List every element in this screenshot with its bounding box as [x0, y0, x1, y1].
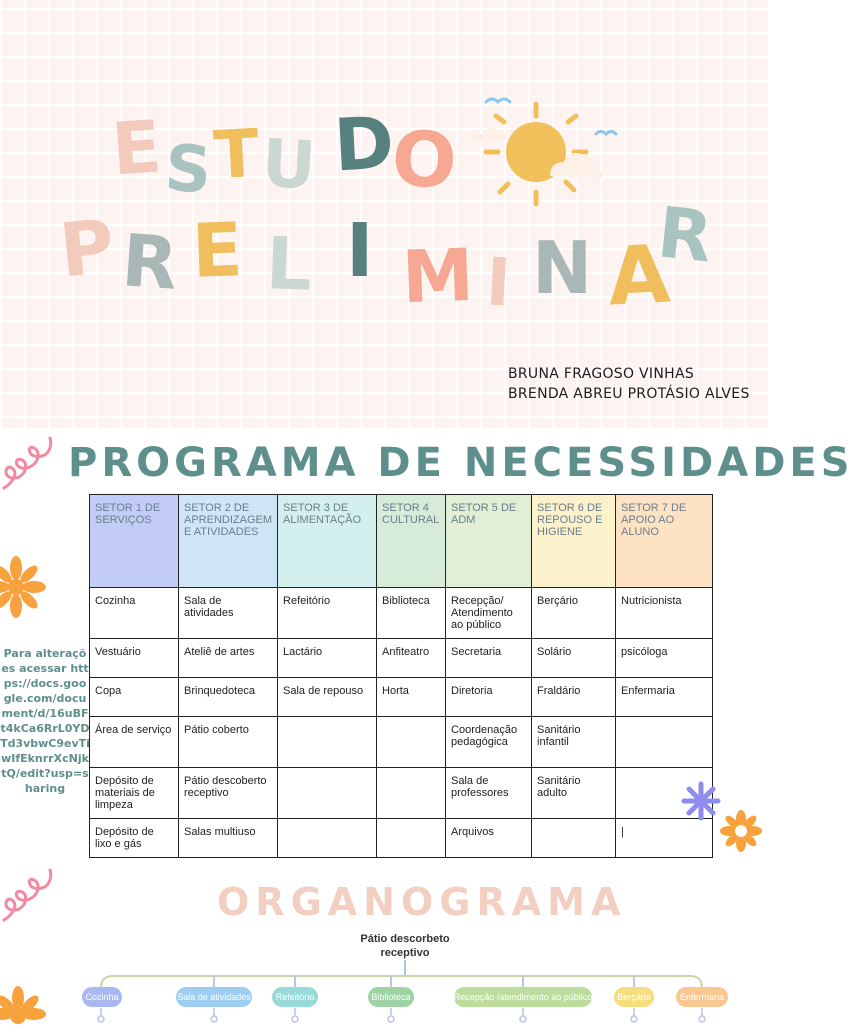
table-cell[interactable]: Área de serviço [90, 717, 179, 768]
table-row [90, 717, 713, 768]
sector-header: SETOR 6 DE REPOUSO E HIGIENE [532, 495, 616, 588]
table-cell[interactable]: Arquivos [446, 819, 532, 858]
title-letter: R [653, 191, 717, 279]
table-cell[interactable]: Lactário [278, 639, 377, 678]
table-cell[interactable]: | [616, 819, 713, 858]
table-cell[interactable]: Secretaria [446, 639, 532, 678]
table-row [90, 678, 713, 717]
table-cell[interactable]: Enfermaria [616, 678, 713, 717]
table-cell[interactable] [377, 717, 446, 768]
title-letter: A [605, 227, 673, 324]
table-cell[interactable]: Biblioteca [377, 588, 446, 639]
table-row [90, 588, 713, 639]
table-cell[interactable]: Solário [532, 639, 616, 678]
sector-header: SETOR 1 DE SERVIÇOS [90, 495, 179, 588]
title-letter: R [119, 218, 181, 306]
orange-flower-small-icon [720, 810, 762, 852]
table-row [90, 768, 713, 819]
organogram-node: Refeitório [272, 987, 318, 1007]
organogram-node: Sala de atividades [176, 987, 252, 1007]
table-cell[interactable]: Salas multiuso [179, 819, 278, 858]
organogram-title: ORGANOGRAMA [217, 880, 627, 924]
table-cell[interactable] [278, 819, 377, 858]
author-name: BRENDA ABREU PROTÁSIO ALVES [508, 386, 750, 402]
organogram-root: Pátio descorbeto receptivo [360, 933, 450, 959]
sector-header: SETOR 5 DE ADM [446, 495, 532, 588]
program-title: PROGRAMA DE NECESSIDADES [68, 440, 854, 486]
sector-header: SETOR 4 CULTURAL [377, 495, 446, 588]
table-cell[interactable]: Berçário [532, 588, 616, 639]
swirl-icon [0, 864, 60, 926]
flower-icon [0, 556, 48, 618]
title-letter: E [109, 104, 165, 192]
table-cell[interactable]: Refeitório [278, 588, 377, 639]
table-cell[interactable]: Cozinha [90, 588, 179, 639]
table-cell[interactable]: Vestuário [90, 639, 179, 678]
table-cell[interactable]: psicóloga [616, 639, 713, 678]
title-letter: I [484, 243, 513, 322]
cover-header [0, 0, 768, 428]
title-letter: D [331, 100, 396, 188]
title-letter: I [346, 208, 374, 294]
table-cell[interactable]: Copa [90, 678, 179, 717]
table-body [90, 588, 713, 858]
table-cell[interactable]: Depósito de materiais de limpeza [90, 768, 179, 819]
table-cell[interactable]: Sanitário infantil [532, 717, 616, 768]
swirl-icon [0, 432, 60, 494]
table-cell[interactable]: Ateliê de artes [179, 639, 278, 678]
table-cell[interactable]: Sala de professores [446, 768, 532, 819]
title-letter: M [400, 232, 476, 320]
title-letter: U [260, 124, 318, 205]
table-cell[interactable]: Horta [377, 678, 446, 717]
purple-flower-icon [680, 780, 722, 822]
table-cell[interactable] [377, 768, 446, 819]
table-cell[interactable]: Nutricionista [616, 588, 713, 639]
table-cell[interactable]: Sanitário adulto [532, 768, 616, 819]
table-cell[interactable]: Pátio descoberto receptivo [179, 768, 278, 819]
table-cell[interactable]: Pátio coberto [179, 717, 278, 768]
table-cell[interactable]: Coordenação pedagógica [446, 717, 532, 768]
table-cell[interactable] [377, 819, 446, 858]
title-letter: E [190, 207, 245, 295]
table-row [90, 639, 713, 678]
authors [508, 366, 750, 406]
sector-header: SETOR 3 DE ALIMENTAÇÃO [278, 495, 377, 588]
title-letter: S [162, 131, 214, 209]
table-cell[interactable]: Recepção/ Atendimento ao público [446, 588, 532, 639]
table-cell[interactable]: Brinquedoteca [179, 678, 278, 717]
table-row [90, 819, 713, 858]
title-letter: T [211, 114, 261, 195]
organogram-node: Berçário [614, 987, 654, 1007]
sun-icon [468, 92, 618, 212]
table-cell[interactable] [278, 717, 377, 768]
organogram-node: Biblioteca [368, 987, 414, 1007]
organogram-node: Enfermaria [676, 987, 728, 1007]
table-cell[interactable] [616, 717, 713, 768]
table-cell[interactable]: Anfiteatro [377, 639, 446, 678]
table-cell[interactable]: Depósito de lixo e gás [90, 819, 179, 858]
table-cell[interactable]: Sala de repouso [278, 678, 377, 717]
author-name: BRUNA FRAGOSO VINHAS [508, 366, 695, 382]
table-header-row [90, 495, 713, 588]
title-letter: O [390, 113, 459, 206]
sector-header: SETOR 2 DE APRENDIZAGEM E ATIVIDADES [179, 495, 278, 588]
table-cell[interactable]: Diretoria [446, 678, 532, 717]
flower-icon [0, 984, 50, 1034]
organogram-node: Cozinha [82, 987, 122, 1007]
table-cell[interactable]: Sala de atividades [179, 588, 278, 639]
title-letter: L [264, 221, 314, 307]
table-cell[interactable] [532, 819, 616, 858]
sector-header: SETOR 7 DE APOIO AO ALUNO [616, 495, 713, 588]
organogram-node: Recepção /atendimento ao público [454, 987, 592, 1007]
table-cell[interactable] [278, 768, 377, 819]
title-letter: N [532, 226, 593, 310]
program-table [89, 494, 713, 858]
edit-link-note[interactable]: Para alterações acessar https://docs.google.com/document/d/16uBFt4kCa6RrL0YDTd3vbwC9evTiwIfEknrrXcNjktQ/edit?usp=sharing [0, 647, 90, 795]
title-letter: P [55, 203, 119, 295]
table-cell[interactable]: Fraldário [532, 678, 616, 717]
